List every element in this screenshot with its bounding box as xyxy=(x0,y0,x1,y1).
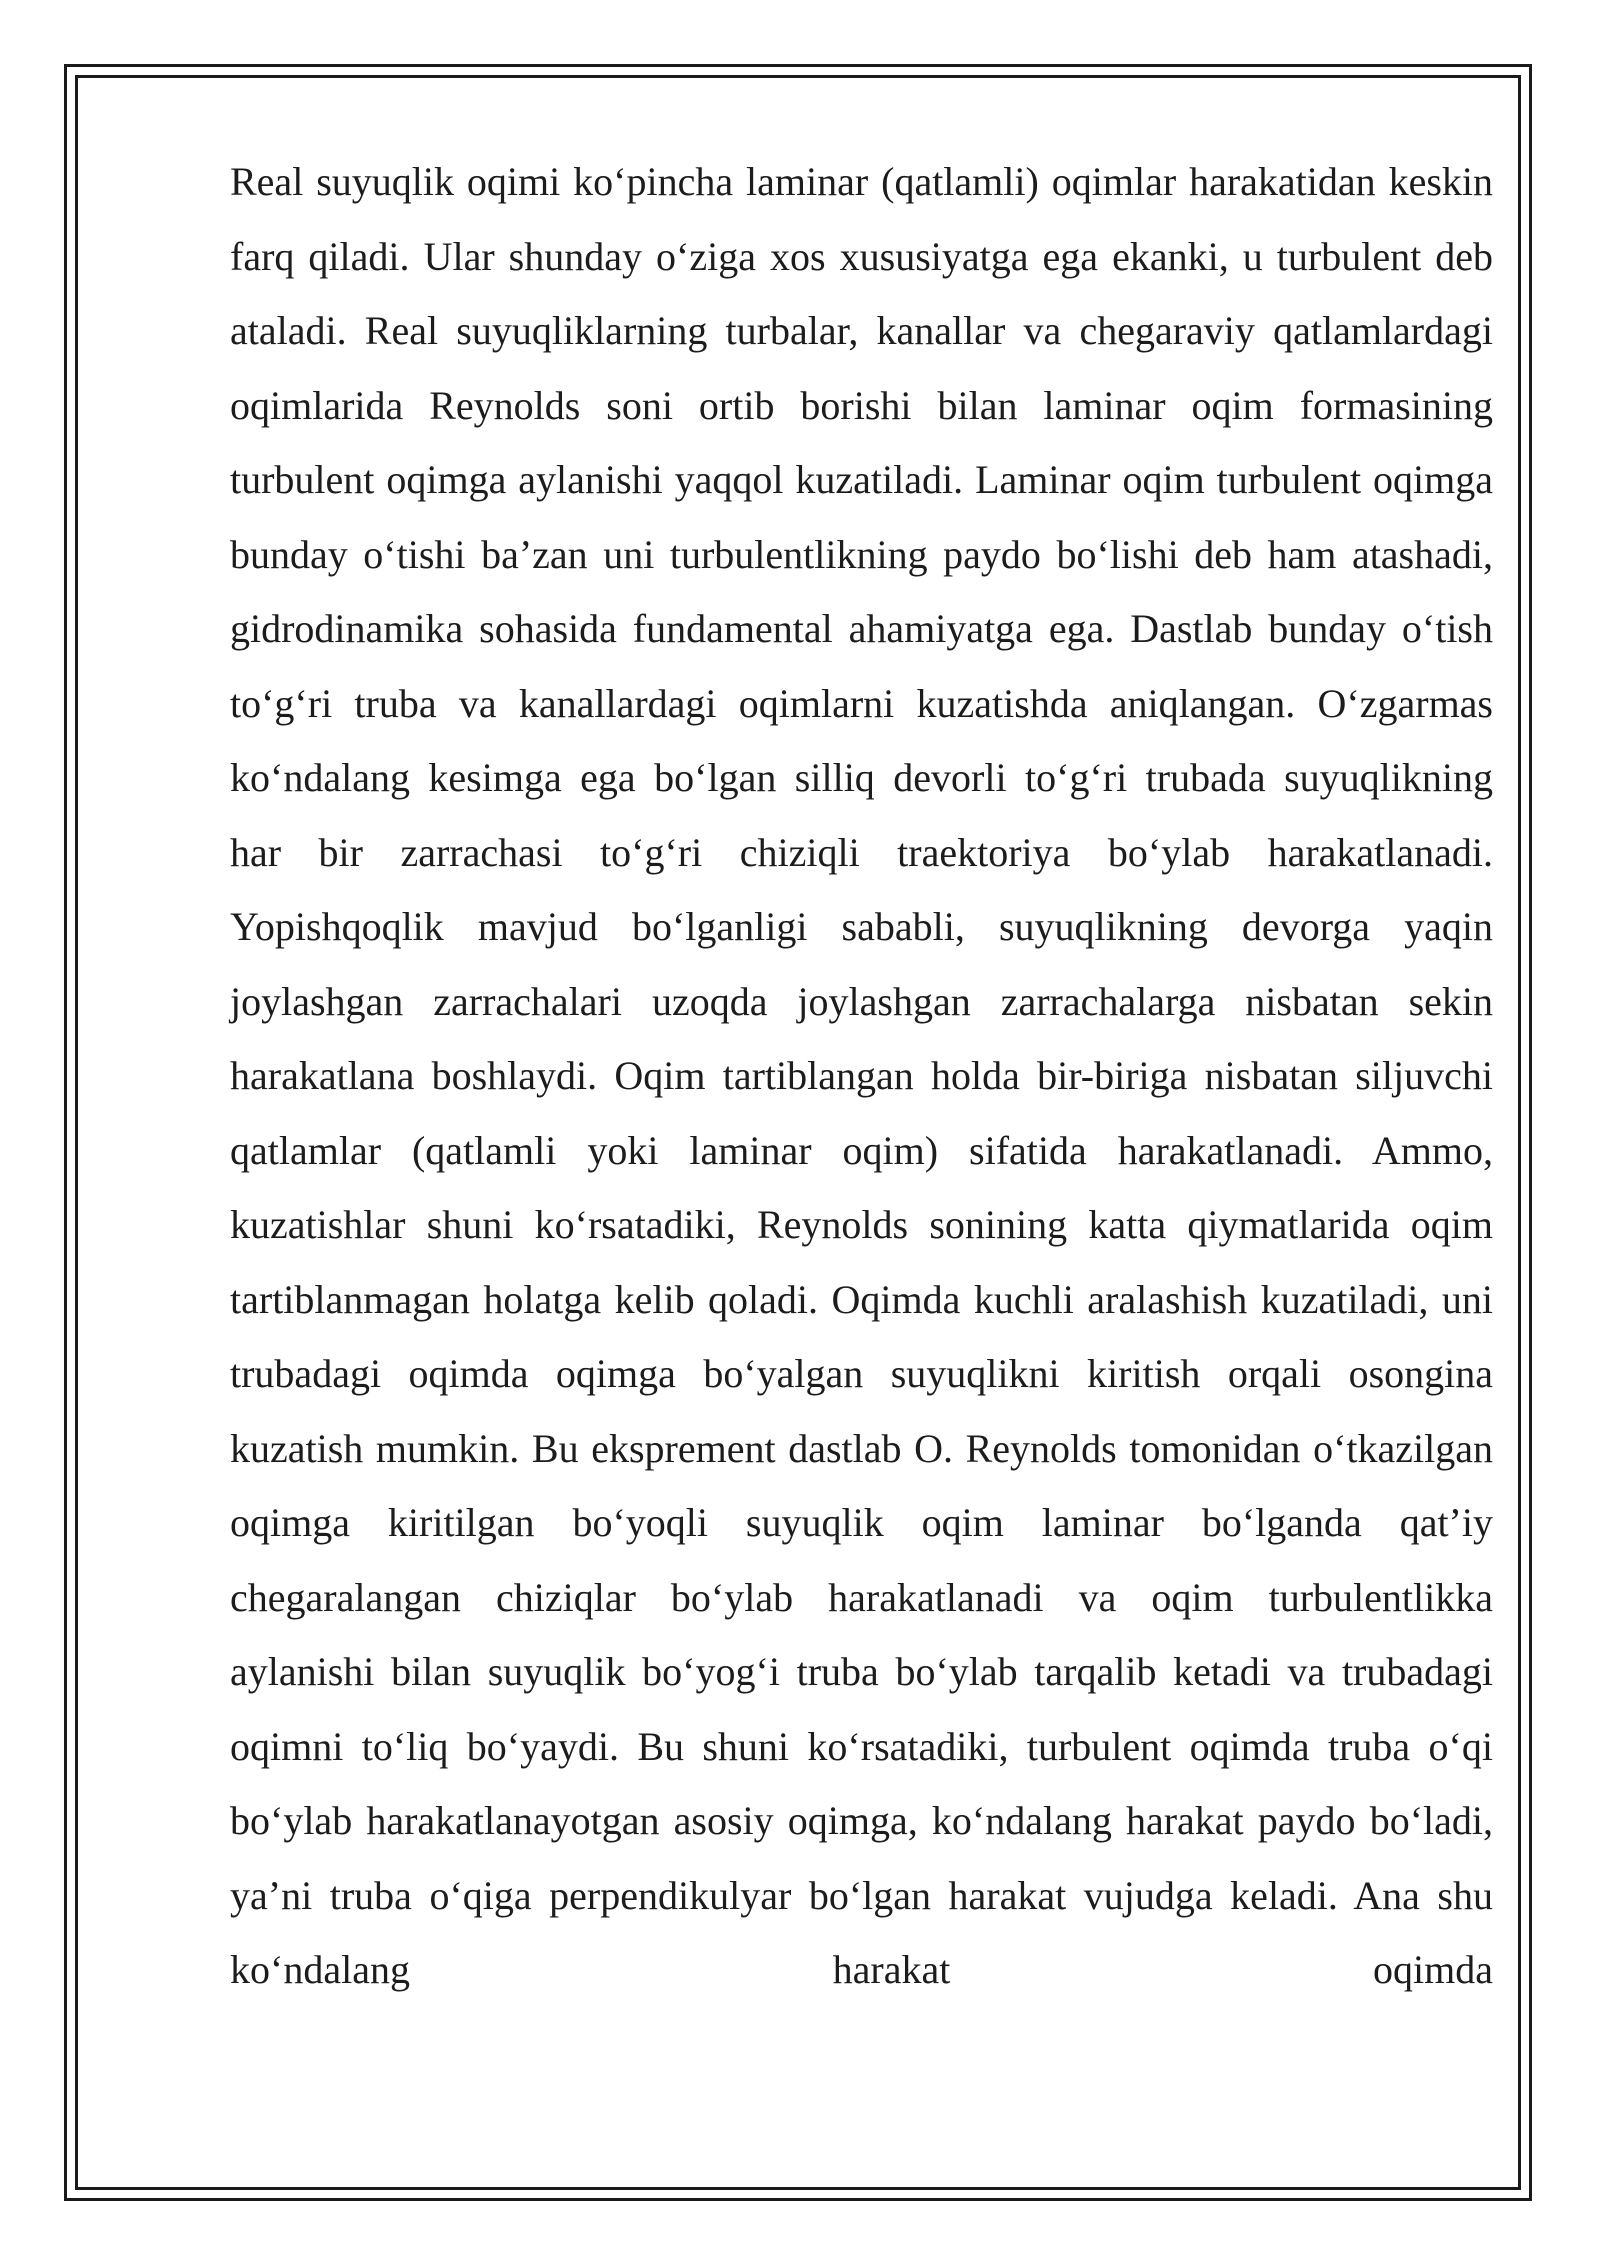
body-paragraph: Real suyuqlik oqimi koʻpincha laminar (qatlamli) oqimlar harakatidan keskin farq qiladi. Ular shunday oʻziga xos xususiyatga ega ekanki, u turbulent deb ataladi. Real suyuqliklarning turbalar, kanallar va chegaraviy qatlamlardagi oqimlarida Reynolds soni ortib borishi bilan laminar oqim formasining turbulent oqimga aylanishi yaqqol kuzatiladi. Laminar oqim turbulent oqimga bunday oʻtishi baʼzan uni turbulentlikning paydo boʻlishi deb ham atashadi, gidrodinamika sohasida fundamental ahamiyatga ega. Dastlab bunday oʻtish toʻgʻri truba va kanallardagi oqimlarni kuzatishda aniqlangan. Oʻzgarmas koʻndalang kesimga ega boʻlgan silliq devorli toʻgʻri trubada suyuqlikning har bir zarrachasi toʻgʻri chiziqli traektoriya boʻylab harakatlanadi. Yopishqoqlik mavjud boʻlganligi sababli, suyuqlikning devorga yaqin joylashgan zarrachalari uzoqda joylashgan zarrachalarga nisbatan sekin harakatlana boshlaydi. Oqim tartiblangan holda bir-biriga nisbatan siljuvchi qatlamlar (qatlamli yoki laminar oqim) sifatida harakatlanadi. Ammo, kuzatishlar shuni koʻrsatadiki, Reynolds sonining katta qiymatlarida oqim tartiblanmagan holatga kelib qoladi. Oqimda kuchli aralashish kuzatiladi, uni trubadagi oqimda oqimga boʻyalgan suyuqlikni kiritish orqali osongina kuzatish mumkin. Bu ekspremеnt dastlab O. Reynolds tomonidan oʻtkazilgan oqimga kiritilgan boʻyoqli suyuqlik oqim laminar boʻlganda qatʼiy chegaralangan chiziqlar boʻylab harakatlanadi va oqim turbulentlikka aylanishi bilan suyuqlik boʻyogʻi truba boʻylab tarqalib ketadi va trubadagi oqimni toʻliq boʻyaydi. Bu shuni koʻrsatadiki, turbulent oqimda truba oʻqi boʻylab harakatlanayotgan asosiy oqimga, koʻndalang harakat paydo boʻladi, yaʼni truba oʻqiga perpendikulyar boʻlgan harakat vujudga keladi. Ana shu koʻndalang harakat oqimda xyxy=(230,159,1493,1992)
